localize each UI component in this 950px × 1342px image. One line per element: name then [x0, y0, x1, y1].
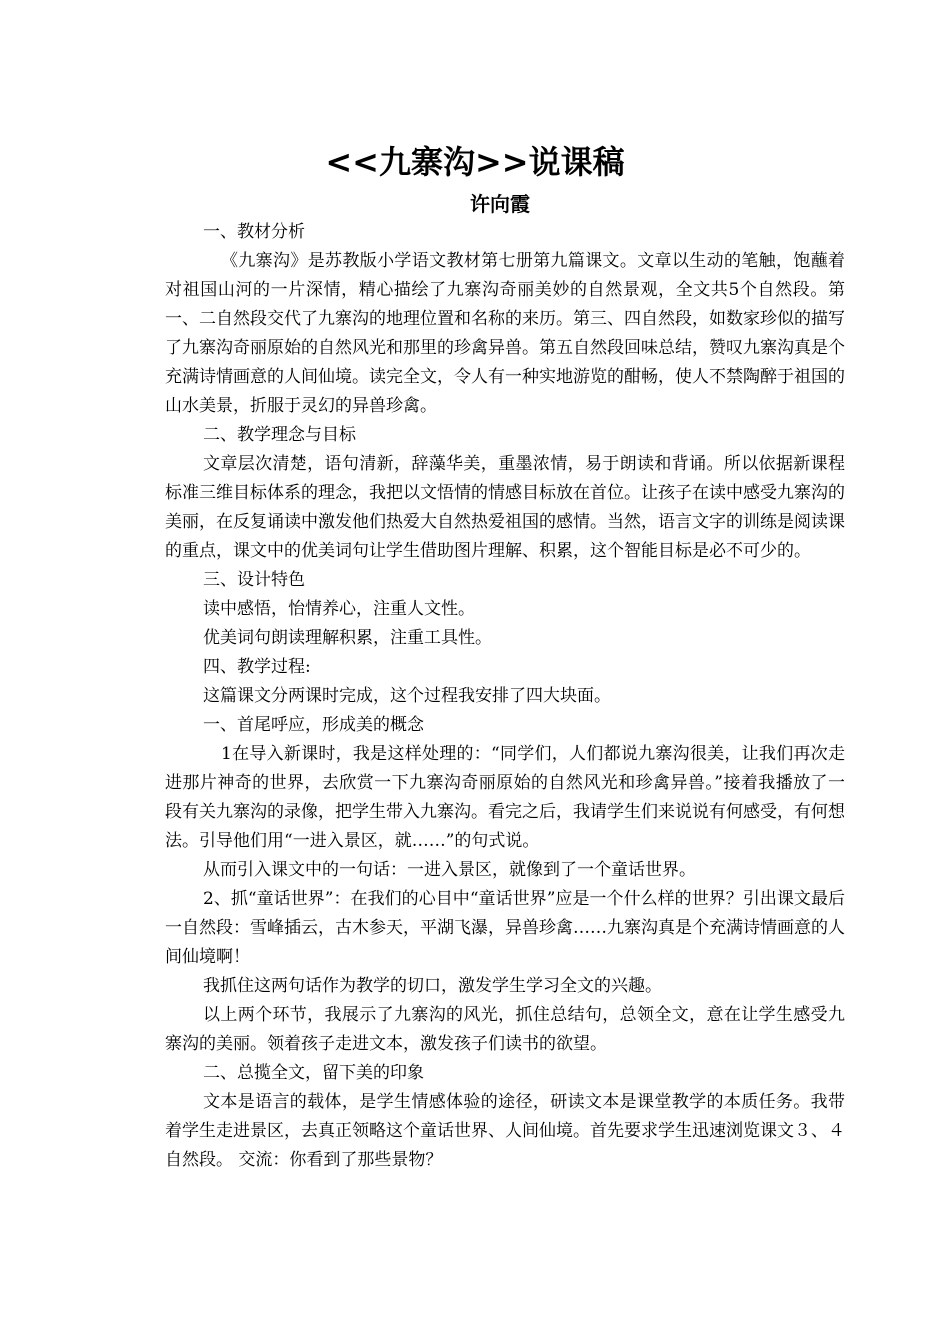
- paragraph: 1在导入新课时，我是这样处理的：“同学们，人们都说九寨沟很美，让我们再次走进那片神奇的世界，去欣赏一下九寨沟奇丽原始的自然风光和珍禽异兽。”接着我播放了一段有关九寨沟的录像，把学生带入九寨沟。看完之后，我请学生们来说说有何感受，有何想法。引导他们用“一进入景区，就……”的句式说。: [165, 744, 845, 851]
- section-heading: 四、教学过程:: [203, 657, 311, 677]
- paragraph: 这篇课文分两课时完成，这个过程我安排了四大块面。: [203, 686, 611, 706]
- paragraph: 我抓住这两句话作为教学的切口，激发学生学习全文的兴趣。: [203, 976, 662, 996]
- document-author: 许向霞: [470, 192, 530, 216]
- paragraph: 以上两个环节，我展示了九寨沟的风光，抓住总结句，总领全文，意在让学生感受九寨沟的美丽。领着孩子走进文本，激发孩子们读书的欲望。: [165, 1005, 845, 1054]
- document-body: [165, 218, 845, 1175]
- paragraph: 从而引入课文中的一句话：一进入景区，就像到了一个童话世界。: [203, 860, 696, 880]
- section-heading: 三、设计特色: [203, 570, 305, 590]
- section-heading: 二、教学理念与目标: [203, 425, 356, 445]
- section-heading: 一、首尾呼应，形成美的概念: [203, 715, 424, 735]
- paragraph: 读中感悟，怡情养心，注重人文性。: [203, 599, 475, 619]
- section-heading: 二、总揽全文，留下美的印象: [203, 1063, 424, 1083]
- paragraph: 优美词句朗读理解积累，注重工具性。: [203, 628, 492, 648]
- paragraph: 文本是语言的载体，是学生情感体验的途径，研读文本是课堂教学的本质任务。我带着学生走进景区，去真正领略这个童话世界、人间仙境。首先要求学生迅速浏览课文３、４自然段。 交流：你看到了那些景物？: [165, 1092, 845, 1170]
- paragraph: 《九寨沟》是苏教版小学语文教材第七册第九篇课文。文章以生动的笔触，饱蘸着对祖国山河的一片深情，精心描绘了九寨沟奇丽美妙的自然景观，全文共5个自然段。第一、二自然段交代了九寨沟的地理位置和名称的来历。第三、四自然段，如数家珍似的描写了九寨沟奇丽原始的自然风光和那里的珍禽异兽。第五自然段回味总结，赞叹九寨沟真是个充满诗情画意的人间仙境。读完全文，令人有一种实地游览的酣畅，使人不禁陶醉于祖国的山水美景，折服于灵幻的异兽珍禽。: [165, 251, 845, 416]
- paragraph: 文章层次清楚，语句清新，辞藻华美，重墨浓情，易于朗读和背诵。所以依据新课程标准三维目标体系的理念，我把以文悟情的情感目标放在首位。让孩子在读中感受九寨沟的美丽，在反复诵读中激发他们热爱大自然热爱祖国的感情。当然，语言文字的训练是阅读课的重点，课文中的优美词句让学生借助图片理解、积累，这个智能目标是必不可少的。: [165, 454, 845, 561]
- document-title: <<九寨沟>>说课稿: [325, 143, 625, 181]
- section-heading: 一、教材分析: [203, 222, 305, 242]
- paragraph: 2、抓“童话世界”：在我们的心目中“童话世界”应是一个什么样的世界？引出课文最后一自然段：雪峰插云，古木参天，平湖飞瀑，异兽珍禽……九寨沟真是个充满诗情画意的人间仙境啊！: [165, 889, 845, 967]
